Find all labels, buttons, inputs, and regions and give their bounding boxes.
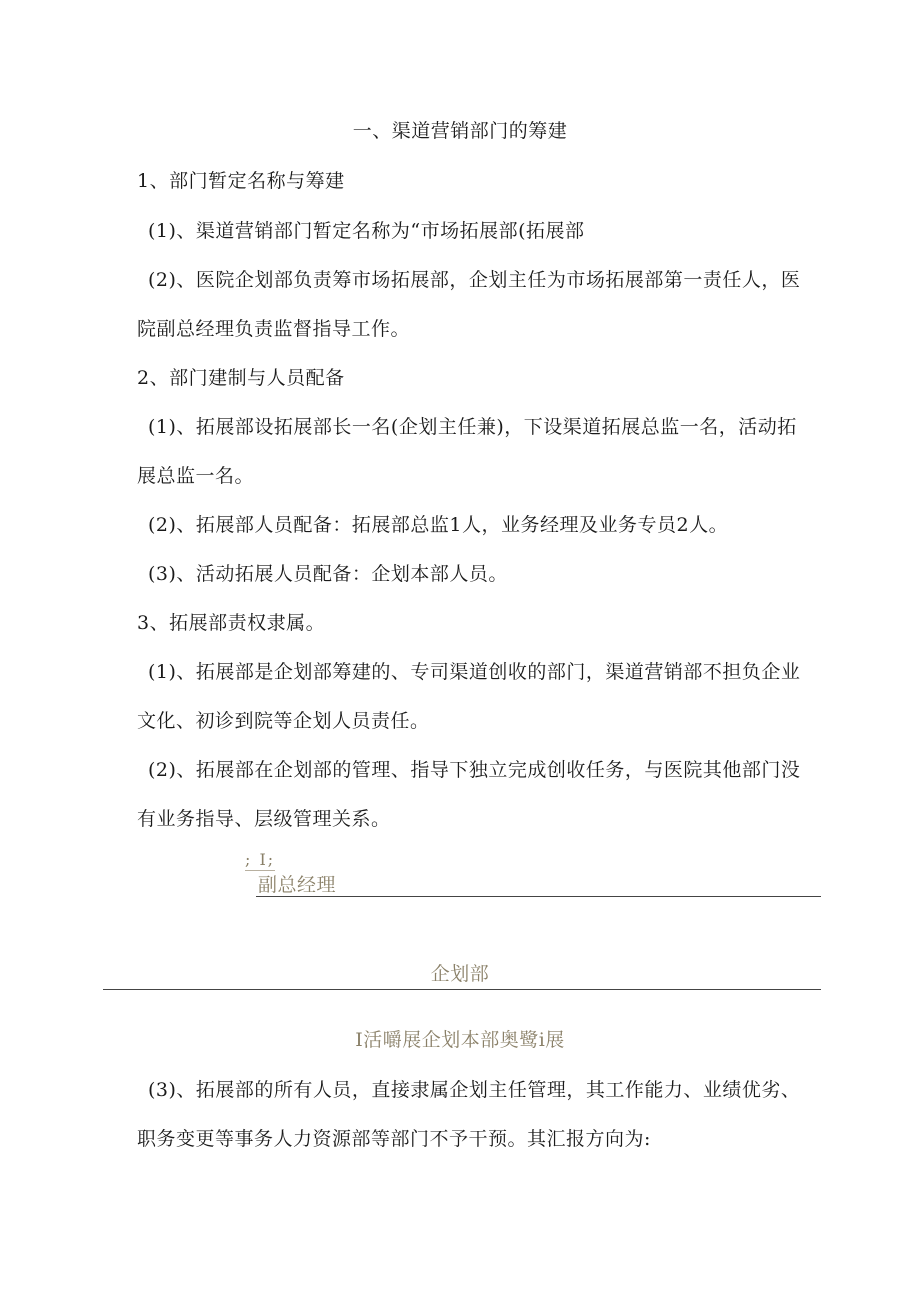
chart-label-planning-dept: 企划部 (430, 963, 490, 985)
chart-divider-mid (103, 989, 821, 990)
paragraph-1-2-line1: (2)、医院企划部负责筹市场拓展部，企划主任为市场拓展部第一责任人，医 (148, 269, 801, 291)
paragraph-2-1-line2: 展总监一名。 (137, 465, 255, 487)
paragraph-2-1-line1: (1)、拓展部设拓展部长一名(企划主任兼)，下设渠道拓展总监一名，活动拓 (148, 416, 797, 438)
section-heading-1: 1、部门暂定名称与筹建 (137, 170, 345, 192)
chart-divider-top (256, 896, 821, 897)
paragraph-1-2-line2: 院副总经理负责监督指导工作。 (137, 318, 411, 340)
chart-label-vice-gm: 副总经理 (258, 874, 337, 896)
paragraph-3-2-line1: (2)、拓展部在企划部的管理、指导下独立完成创收任务，与医院其他部门没 (148, 759, 801, 781)
chart-label-bottom: I活嚼展企划本部奥鹭i展 (355, 1029, 565, 1051)
document-title: 一、渠道营销部门的筹建 (352, 120, 568, 142)
paragraph-3-3-line1: (3)、拓展部的所有人员，直接隶属企划主任管理，其工作能力、业绩优劣、 (148, 1079, 801, 1101)
chart-marks: ; I; (245, 850, 276, 869)
paragraph-3-3-line2: 职务变更等事务人力资源部等部门不予干预。其汇报方向为: (137, 1128, 651, 1150)
paragraph-1-1: (1)、渠道营销部门暂定名称为“市场拓展部(拓展部 (148, 220, 585, 242)
paragraph-2-2: (2)、拓展部人员配备：拓展部总监1人，业务经理及业务专员2人。 (148, 514, 729, 536)
paragraph-3-1-line1: (1)、拓展部是企划部筹建的、专司渠道创收的部门，渠道营销部不担负企业 (148, 661, 801, 683)
paragraph-2-3: (3)、活动拓展人员配备：企划本部人员。 (148, 563, 508, 585)
paragraph-3-1-line2: 文化、初诊到院等企划人员责任。 (137, 710, 430, 732)
section-heading-2: 2、部门建制与人员配备 (137, 367, 345, 389)
paragraph-3-2-line2: 有业务指导、层级管理关系。 (137, 808, 391, 830)
section-heading-3: 3、拓展部责权隶属。 (137, 612, 326, 634)
